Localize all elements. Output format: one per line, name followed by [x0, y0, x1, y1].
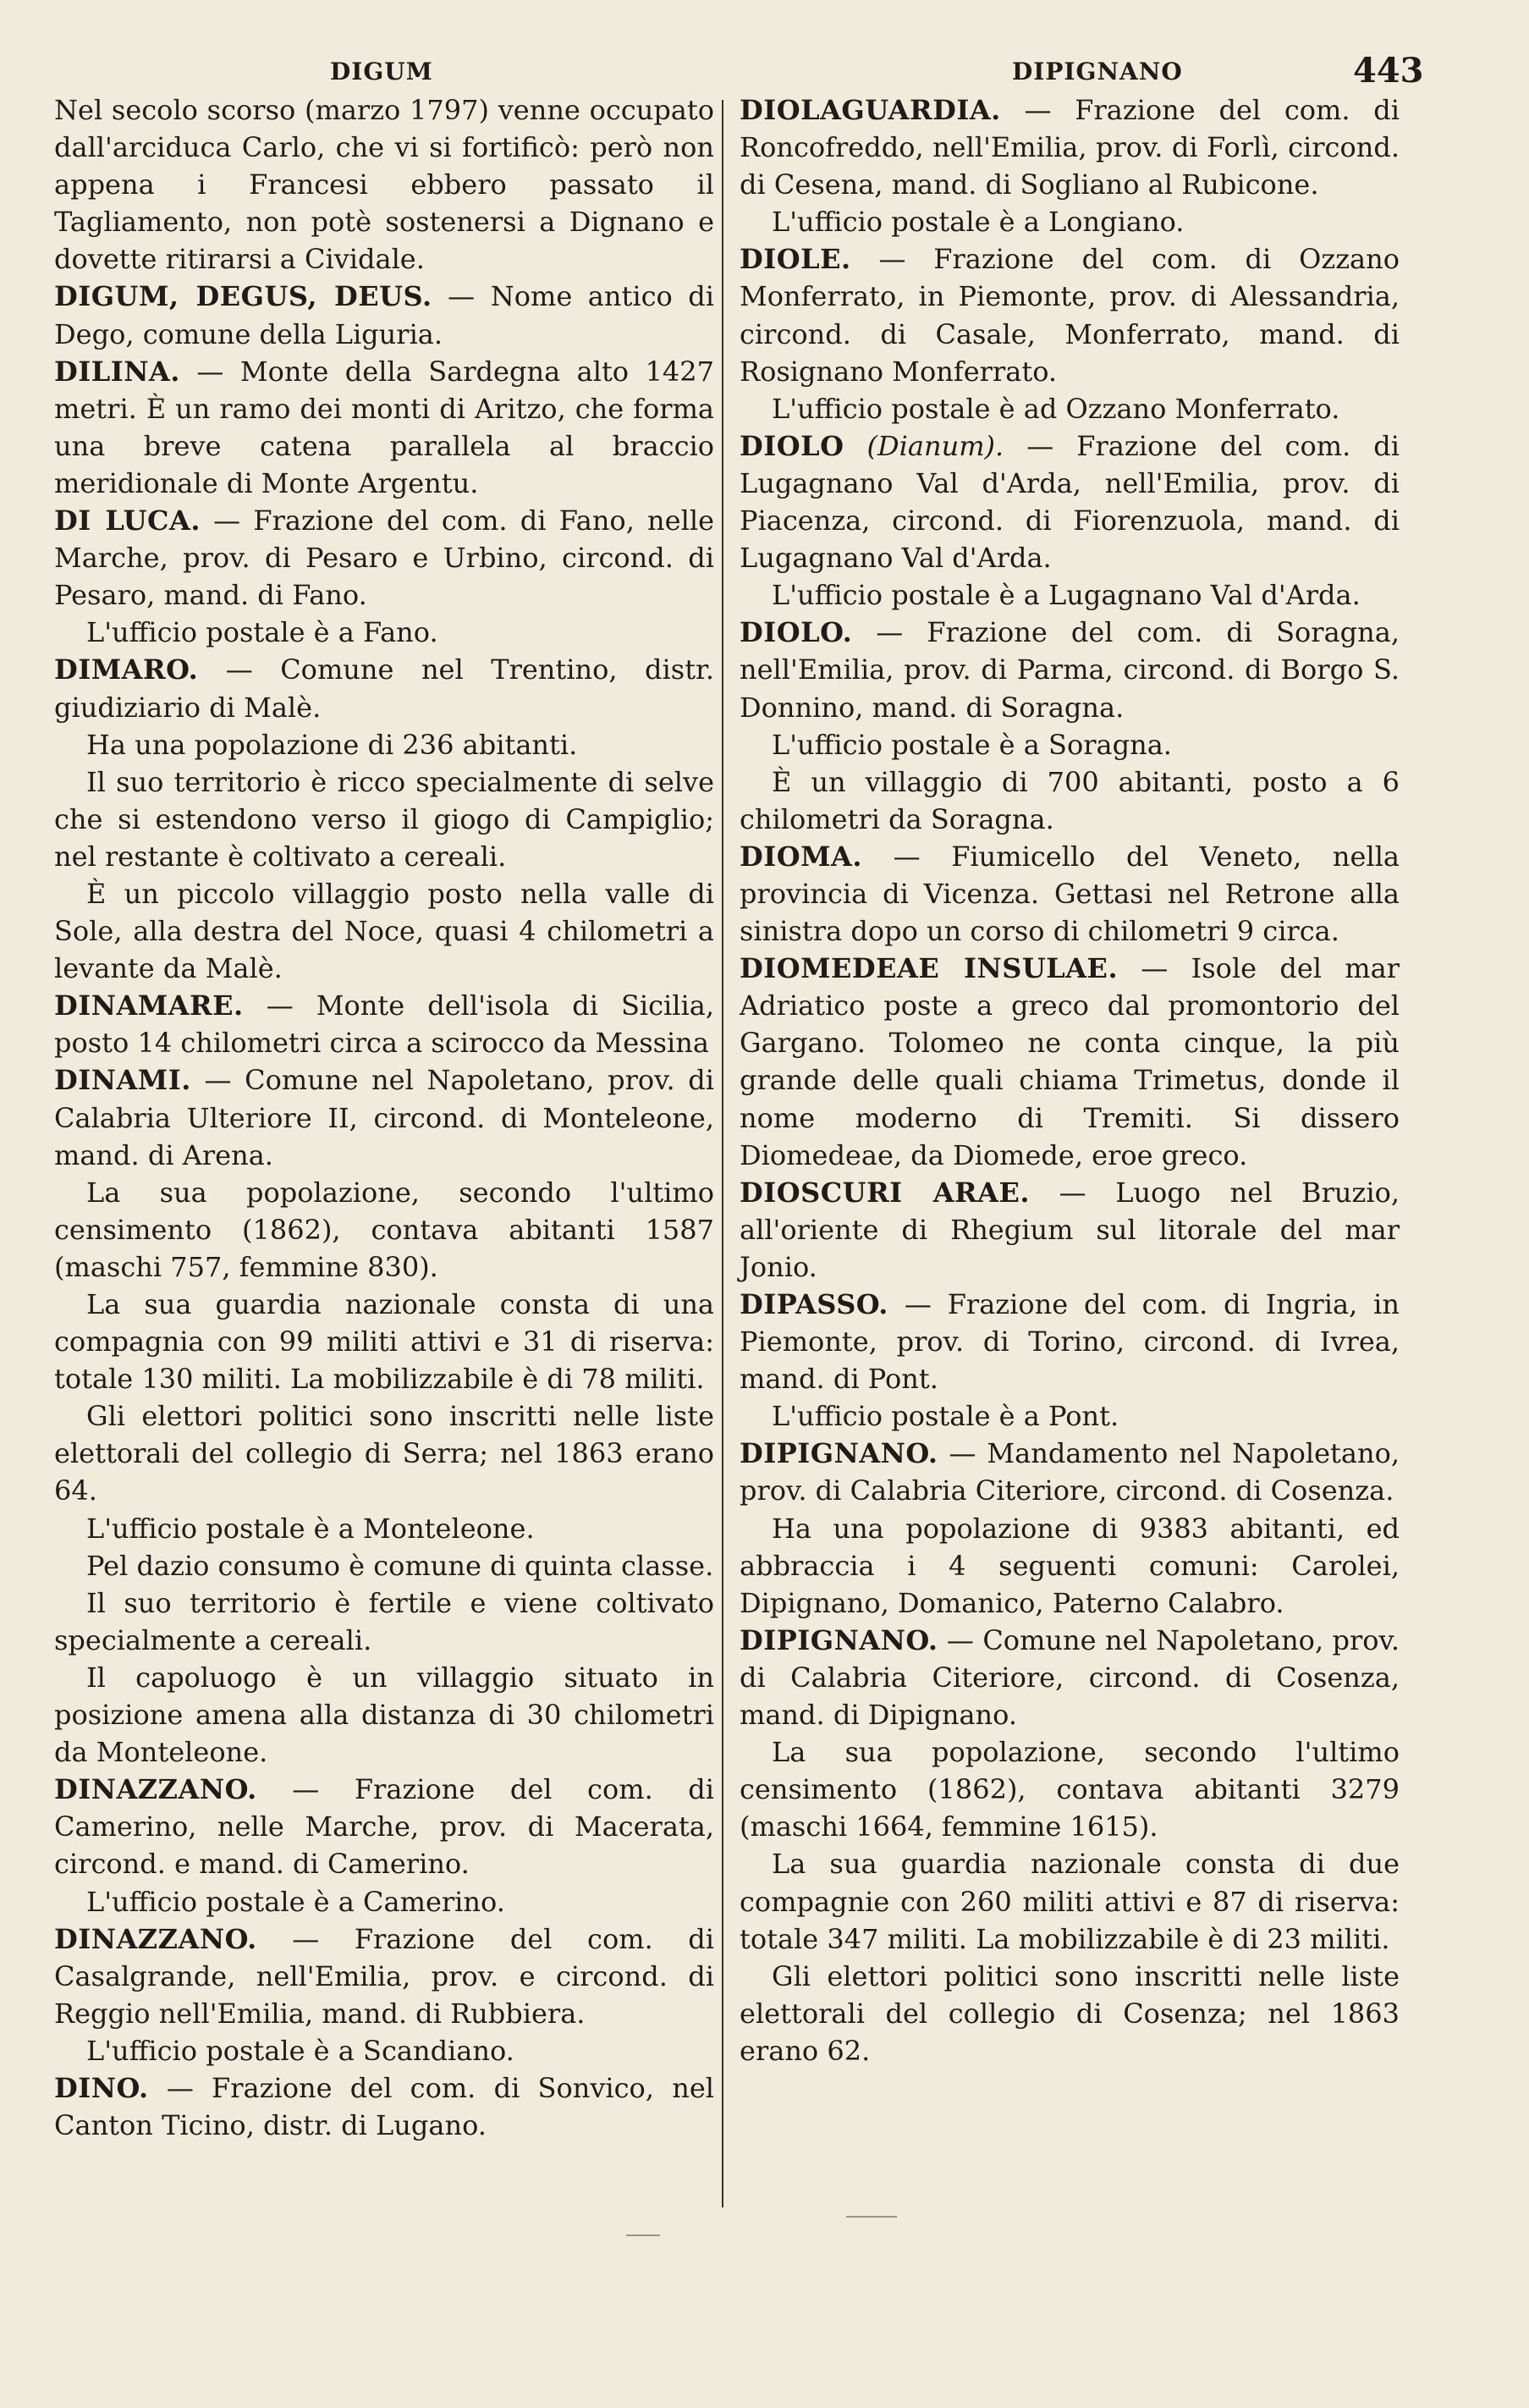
entry-text: — Comune nel Trentino, distr. giudiziario di Malè.	[54, 653, 714, 724]
dictionary-entry	[740, 950, 1400, 1174]
dictionary-entry	[54, 353, 714, 502]
entry-paragraph: Pel dazio consumo è comune di quinta classe.	[86, 1549, 714, 1582]
entry-text: — Isole del mar Adriatico poste a greco dal promontorio del Gargano. Tolomeo ne conta cinque, la più grande delle quali chiama Trimetus, donde il nome moderno di Tremiti. Si dissero Diomedeae, da Diomede, eroe greco.	[740, 952, 1400, 1171]
entry-paragraph: Gli elettori politici sono inscritti nelle liste elettorali del collegio di Serra; nel 1863 erano 64.	[54, 1400, 714, 1507]
dictionary-entry	[54, 2069, 714, 2144]
entry-headword: DIPASSO.	[740, 1288, 888, 1320]
entry-paragraph: L'ufficio postale è a Monteleone.	[86, 1512, 535, 1545]
entry-text: — Frazione del com. di Ozzano Monferrato, in Piemonte, prov. di Alessandria, circond. di Casale, Monferrato, mand. di Rosignano Monferrato.	[740, 243, 1400, 388]
dictionary-entry	[54, 1061, 714, 1173]
entry-text: — Frazione del com. di Ingria, in Piemonte, prov. di Torino, circond. di Ivrea, mand. di Pont.	[740, 1288, 1400, 1396]
continuation-paragraph: Nel secolo scorso (marzo 1797) venne occupato dall'arciduca Carlo, che vi si fortificò: però non appena i Francesi ebbero passato il Tagliamento, non potè sostenersi a Dignano e dovette ritirarsi a Cividale.	[54, 94, 714, 276]
dictionary-entry	[54, 502, 714, 614]
dictionary-entry	[740, 614, 1400, 725]
entry-text: — Frazione del com. di Fano, nelle Marche, prov. di Pesaro e Urbino, circond. di Pesaro, mand. di Fano.	[54, 504, 715, 612]
entry-paragraph: La sua popolazione, secondo l'ultimo censimento (1862), contava abitanti 1587 (maschi 757, femmine 830).	[54, 1176, 714, 1283]
entry-headword: DIOSCURI ARAE.	[740, 1176, 1030, 1209]
entry-paragraph: L'ufficio postale è a Lugagnano Val d'Arda.	[772, 579, 1361, 612]
left-entries	[54, 278, 714, 2144]
entry-text: — Frazione del com. di Casalgrande, nell'Emilia, prov. e circond. di Reggio nell'Emilia, mand. di Rubbiera.	[54, 1922, 714, 2030]
entry-text: — Monte dell'isola di Sicilia, posto 14 chilometri circa a scirocco da Messina	[54, 989, 714, 1060]
entry-paragraph: La sua guardia nazionale consta di una compagnia con 99 militi attivi e 31 di riserva: totale 130 militi. La mobilizzabile è di 78 militi.	[54, 1288, 714, 1396]
entry-paragraph: L'ufficio postale è a Pont.	[772, 1400, 1119, 1433]
dictionary-entry	[54, 987, 714, 1061]
entry-headword: DIPIGNANO.	[740, 1623, 938, 1656]
entry-paragraph: Il suo territorio è ricco specialmente di selve che si estendono verso il giogo di Campiglio; nel restante è coltivato a cereali.	[54, 765, 714, 873]
dictionary-entry	[740, 838, 1400, 950]
entry-paragraph: La sua popolazione, secondo l'ultimo censimento (1862), contava abitanti 3279 (maschi 1664, femmine 1615).	[740, 1736, 1400, 1843]
dictionary-entry	[54, 1920, 714, 2032]
entry-paragraph: L'ufficio postale è a Scandiano.	[86, 2034, 514, 2067]
bottom-rule-mark	[626, 2234, 660, 2236]
entry-paragraph: L'ufficio postale è a Camerino.	[86, 1885, 505, 1918]
dictionary-entry	[54, 651, 714, 725]
entry-paragraph: Ha una popolazione di 9383 abitanti, ed abbraccia i 4 seguenti comuni: Carolei, Dipignano, Domanico, Paterno Calabro.	[740, 1512, 1400, 1619]
entry-headword: DINAMARE.	[54, 989, 244, 1022]
dictionary-entry	[740, 1174, 1400, 1286]
entry-headword: DILINA.	[54, 355, 180, 388]
right-entries	[740, 91, 1400, 2069]
entry-headword: DI LUCA.	[54, 504, 201, 537]
right-column	[740, 91, 1400, 2069]
entry-paragraph: Ha una popolazione di 236 abitanti.	[86, 728, 578, 761]
dictionary-entry	[740, 240, 1400, 389]
entry-text: — Monte della Sardegna alto 1427 metri. È un ramo dei monti di Aritzo, che forma una breve catena parallela al braccio meridionale di Monte Argentu.	[54, 355, 714, 499]
entry-paragraph: L'ufficio postale è a Fano.	[86, 616, 438, 649]
entry-latin-name: (Dianum).	[866, 429, 1004, 462]
dictionary-entry	[740, 91, 1400, 203]
entry-text: — Comune nel Napoletano, prov. di Calabria Citeriore, circond. di Cosenza, mand. di Dipignano.	[740, 1623, 1400, 1732]
entry-headword: DIOLO	[740, 429, 844, 462]
entry-text: — Luogo nel Bruzio, all'oriente di Rhegium sul litorale del mar Jonio.	[740, 1176, 1400, 1283]
entry-paragraph: È un piccolo villaggio posto nella valle di Sole, alla destra del Noce, quasi 4 chilometri a levante da Malè.	[54, 877, 714, 985]
dictionary-entry	[740, 427, 1400, 576]
left-running-head: DIGUM	[330, 58, 433, 85]
entry-text: — Mandamento nel Napoletano, prov. di Calabria Citeriore, circond. di Cosenza.	[740, 1437, 1400, 1507]
entry-paragraph: Il capoluogo è un villaggio situato in posizione amena alla distanza di 30 chilometri da Monteleone.	[54, 1661, 714, 1769]
left-column	[54, 91, 714, 2144]
dictionary-entry	[740, 1435, 1400, 1509]
entry-headword: DINO.	[54, 2071, 149, 2104]
entry-headword: DINAMI.	[54, 1064, 191, 1097]
entry-headword: DIMARO.	[54, 653, 199, 686]
entry-text: — Frazione del com. di Camerino, nelle Marche, prov. di Macerata, circond. e mand. di Camerino.	[54, 1773, 714, 1881]
page-number: 443	[1353, 51, 1424, 91]
entry-text: — Comune nel Napoletano, prov. di Calabria Ulteriore II, circond. di Monteleone, mand. di Arena.	[54, 1064, 714, 1171]
entry-paragraph: Il suo territorio è fertile e viene coltivato specialmente a cereali.	[54, 1586, 714, 1656]
dictionary-entry	[54, 1771, 714, 1882]
entry-headword: DIOMA.	[740, 840, 862, 873]
entry-text: — Frazione del com. di Soragna, nell'Emilia, prov. di Parma, circond. di Borgo S. Donnino, mand. di Soragna.	[740, 616, 1400, 724]
entry-headword: DIOLE.	[740, 243, 851, 276]
dictionary-entry	[54, 278, 714, 352]
dictionary-entry	[740, 1622, 1400, 1733]
entry-headword: DIOLO.	[740, 616, 853, 649]
entry-text: — Frazione del com. di Sonvico, nel Canton Ticino, distr. di Lugano.	[54, 2071, 714, 2142]
entry-headword: DIGUM, DEGUS, DEUS.	[54, 280, 432, 313]
entry-text: — Frazione del com. di Roncofreddo, nell'Emilia, prov. di Forlì, circond. di Cesena, mand. di Sogliano al Rubicone.	[740, 94, 1400, 201]
entry-paragraph: L'ufficio postale è a Soragna.	[772, 728, 1172, 761]
column-divider	[722, 100, 723, 2207]
entry-headword: DINAZZANO.	[54, 1773, 257, 1806]
right-running-head: DIPIGNANO	[1012, 58, 1183, 85]
entry-paragraph: L'ufficio postale è a Longiano.	[772, 206, 1185, 239]
dictionary-entry	[740, 1286, 1400, 1397]
entry-headword: DIOMEDEAE INSULAE.	[740, 952, 1119, 985]
entry-paragraph: Gli elettori politici sono inscritti nelle liste elettorali del collegio di Cosenza; nel 1863 erano 62.	[740, 1959, 1400, 2067]
entry-text: — Frazione del com. di Lugagnano Val d'Arda, nell'Emilia, prov. di Piacenza, circond. di Fiorenzuola, mand. di Lugagnano Val d'Arda.	[740, 429, 1400, 575]
entry-headword: DINAZZANO.	[54, 1922, 257, 1955]
entry-text: — Fiumicello del Veneto, nella provincia di Vicenza. Gettasi nel Retrone alla sinistra dopo un corso di chilometri 9 circa.	[740, 840, 1400, 948]
entry-headword: DIOLAGUARDIA.	[740, 94, 1001, 126]
entry-paragraph: È un villaggio di 700 abitanti, posto a 6 chilometri da Soragna.	[740, 765, 1400, 835]
entry-text: — Nome antico di Dego, comune della Liguria.	[54, 280, 715, 350]
entry-paragraph: L'ufficio postale è ad Ozzano Monferrato.	[772, 392, 1340, 425]
bottom-rule-mark	[846, 2216, 897, 2218]
entry-paragraph: La sua guardia nazionale consta di due compagnie con 260 militi attivi e 87 di riserva: totale 347 militi. La mobilizzabile è di 23 militi.	[740, 1848, 1400, 1955]
entry-headword: DIPIGNANO.	[740, 1437, 938, 1470]
